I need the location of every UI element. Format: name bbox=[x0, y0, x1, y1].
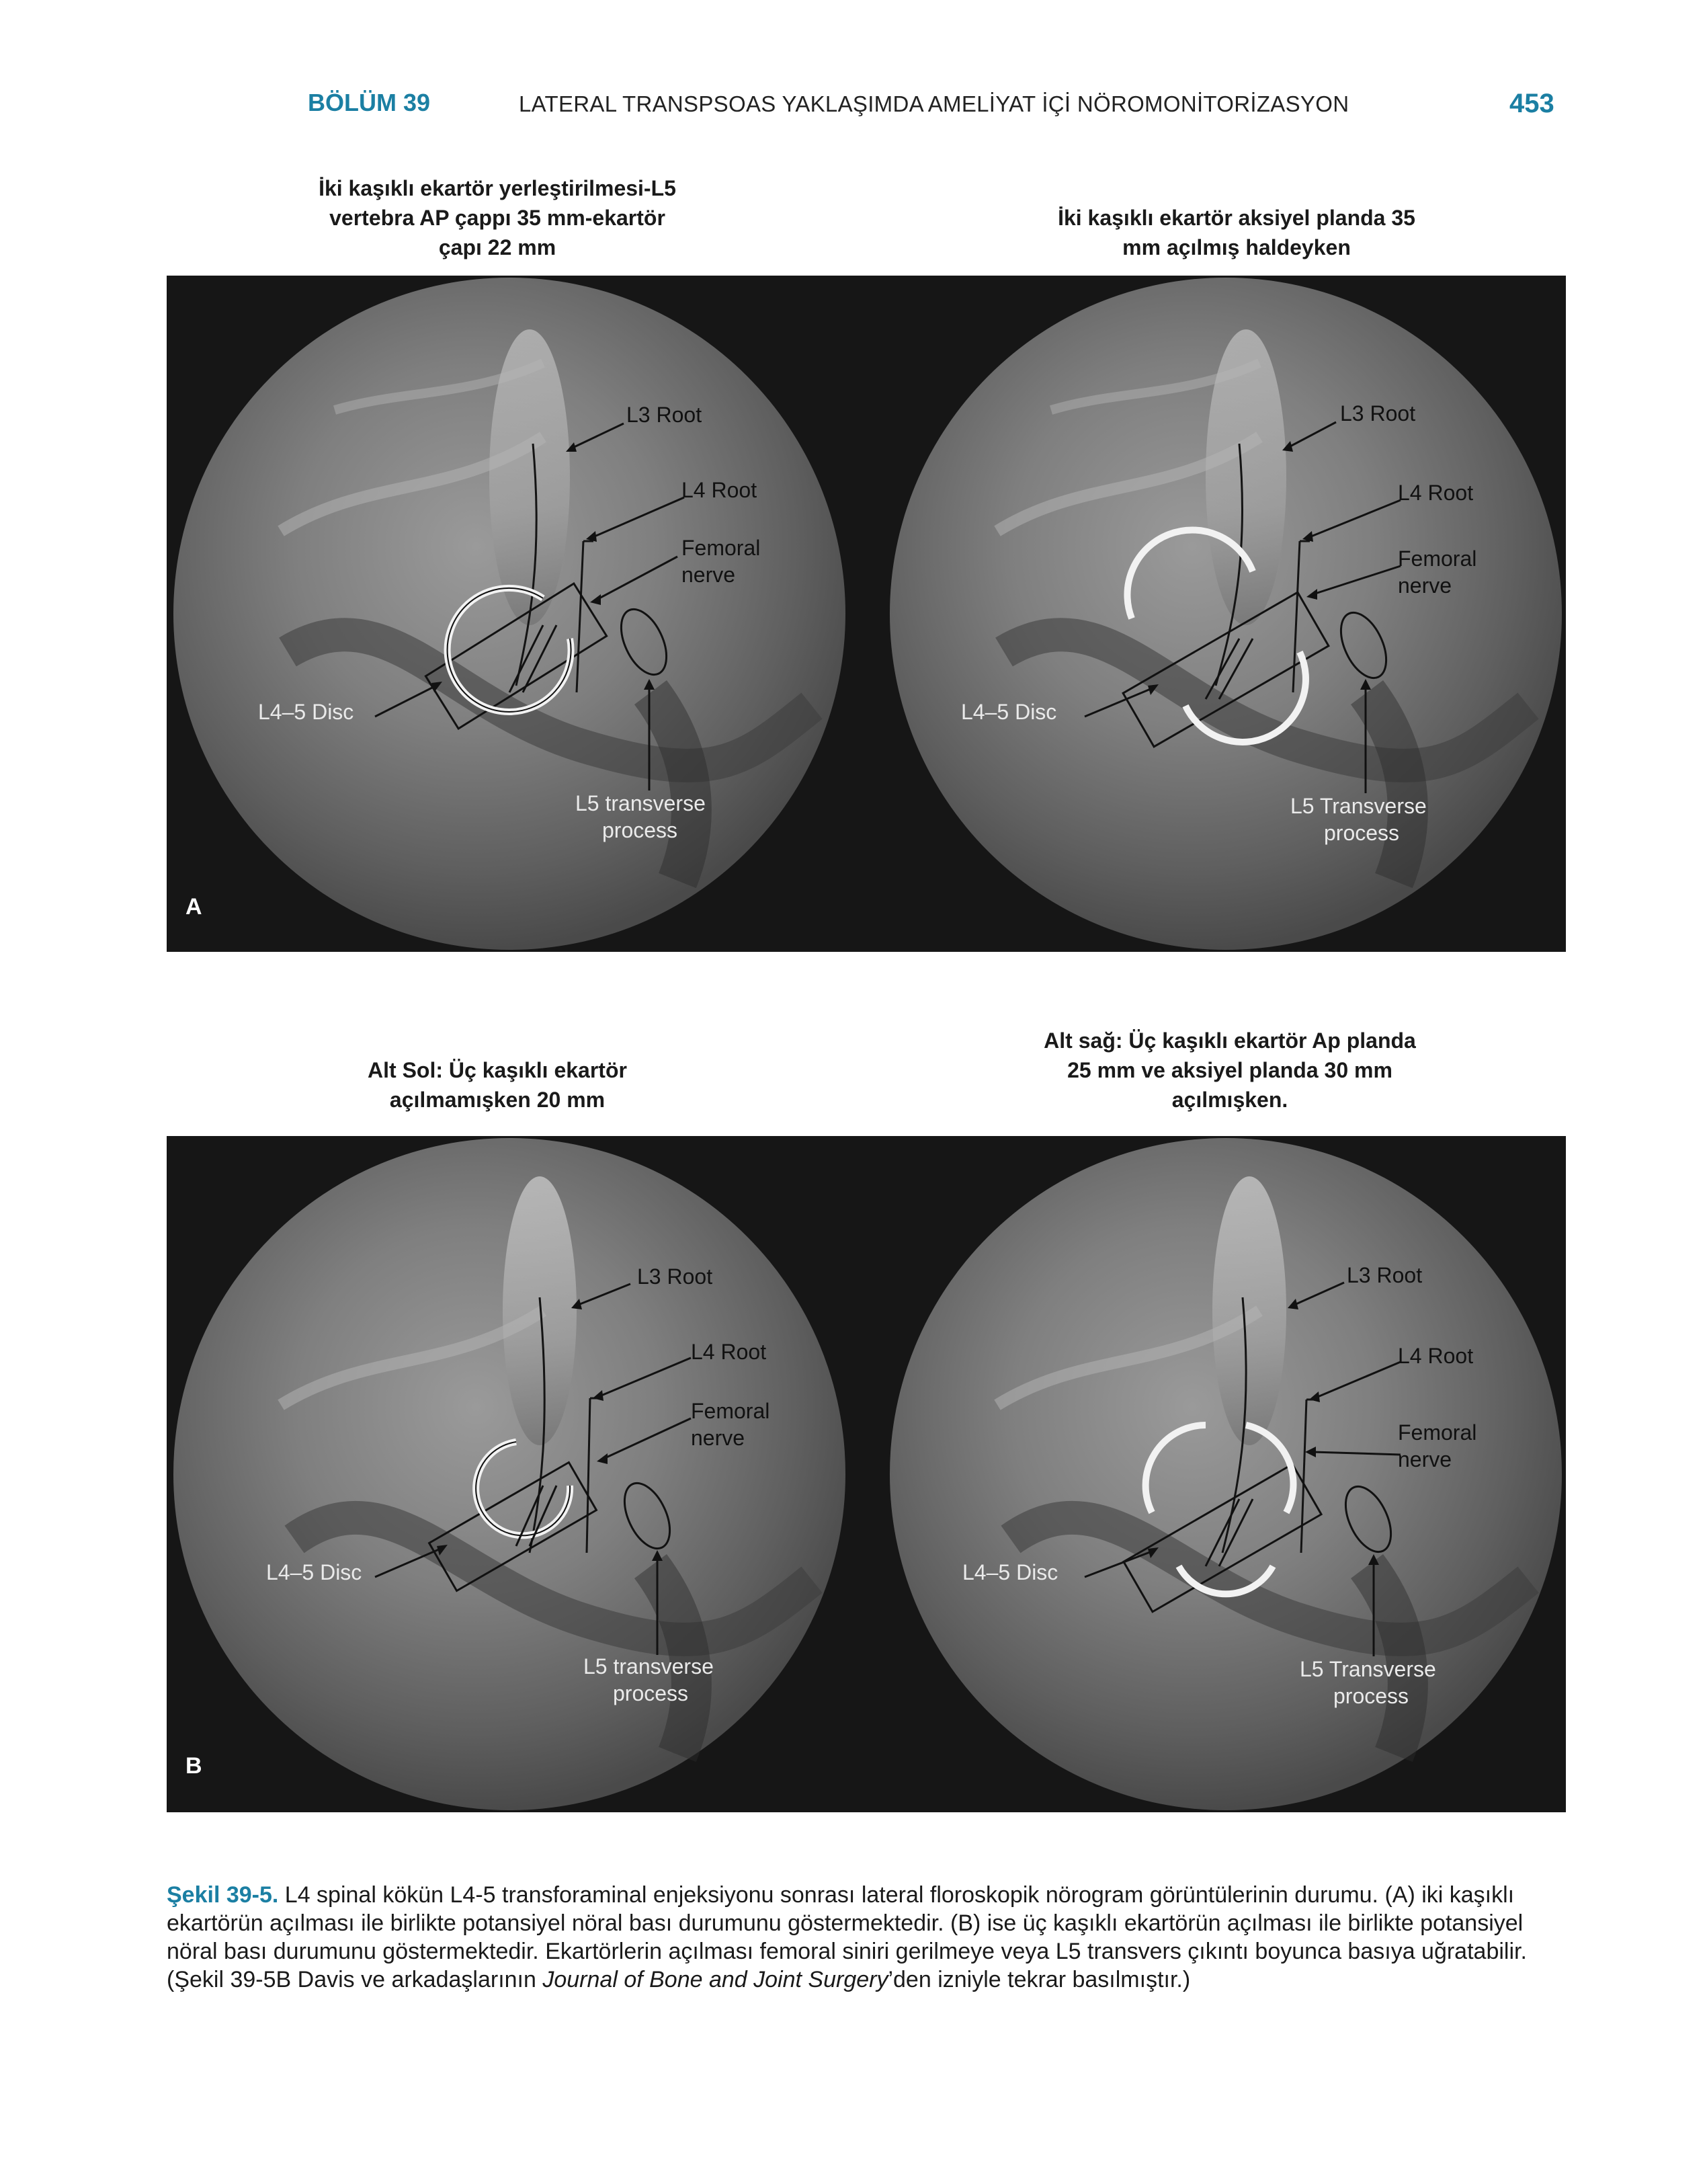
label-l3-root: L3 Root bbox=[1340, 401, 1416, 426]
label-l5-transverse-1: L5 transverse bbox=[583, 1654, 714, 1679]
label-l4-5-disc: L4–5 Disc bbox=[266, 1560, 362, 1584]
label-l3-root: L3 Root bbox=[626, 403, 702, 427]
label-femoral-nerve-2: nerve bbox=[681, 563, 736, 587]
label-l4-5-disc: L4–5 Disc bbox=[962, 1560, 1058, 1584]
caption-text-1: L4 spinal kökün L4-5 transforaminal enjeksiyonu sonrası lateral floroskopik nörogram görüntülerinin durumu. (A) iki kaşıklı ekartörün açılması ile birlikte potansiyel nöral bası durumunu göstermektedir. (B) ise üç kaşıklı ekartörün açılması ile birlikte potansiyel nöral bası durumunu göstermektedir. Ekartörlerin açılması femoral siniri gerilmeye veya L5 transvers çıkıntı boyunca basıya uğratabilir. (Şekil 39-5B Davis ve arkadaşlarının bbox=[167, 1882, 1527, 1992]
label-femoral-nerve-2: nerve bbox=[1398, 1447, 1452, 1471]
panel-b-right-title: Alt sağ: Üç kaşıklı ekartör Ap planda 25 mm ve aksiyel planda 30 mm açılmışken. bbox=[1044, 1028, 1416, 1112]
caption-figure-id: Şekil 39-5. bbox=[167, 1882, 279, 1908]
label-femoral-nerve-1: Femoral bbox=[1398, 547, 1477, 571]
label-l3-root: L3 Root bbox=[637, 1264, 713, 1289]
label-l4-root: L4 Root bbox=[1398, 481, 1474, 505]
label-l5-transverse-2: process bbox=[613, 1681, 689, 1705]
label-l5-transverse-1: L5 Transverse bbox=[1300, 1657, 1436, 1681]
panel-a-fluoroscopy bbox=[167, 276, 1566, 952]
panel-a-left-title: İki kaşıklı ekartör yerleştirilmesi-L5 vertebra AP çappı 35 mm-ekartör çapı 22 mm bbox=[319, 176, 676, 259]
panel-b-fluoroscopy bbox=[167, 1136, 1566, 1812]
label-l5-transverse-1: L5 transverse bbox=[575, 791, 706, 815]
label-l5-transverse-1: L5 Transverse bbox=[1290, 794, 1427, 818]
label-femoral-nerve-1: Femoral bbox=[1398, 1420, 1477, 1445]
label-l4-root: L4 Root bbox=[691, 1340, 767, 1364]
figure-caption bbox=[167, 1881, 1566, 1994]
chapter-label: BÖLÜM 39 bbox=[308, 89, 431, 116]
label-l3-root: L3 Root bbox=[1347, 1263, 1423, 1287]
panel-b-left-title: Alt Sol: Üç kaşıklı ekartör açılmamışken 20 mm bbox=[368, 1058, 627, 1112]
figure-panel-b bbox=[167, 1136, 1566, 1812]
panel-a-left-image bbox=[173, 278, 845, 950]
label-l4-5-disc: L4–5 Disc bbox=[961, 700, 1057, 724]
label-l4-5-disc: L4–5 Disc bbox=[258, 700, 354, 724]
panel-b-right-image bbox=[890, 1138, 1562, 1810]
label-l5-transverse-2: process bbox=[1324, 821, 1400, 845]
panel-letter-a: A bbox=[185, 894, 202, 920]
panel-letter-b: B bbox=[185, 1753, 202, 1779]
figure-panel-a bbox=[167, 276, 1566, 952]
label-l4-root: L4 Root bbox=[1398, 1344, 1474, 1368]
caption-text-2: ’den izniyle tekrar basılmıştır.) bbox=[888, 1967, 1191, 1992]
label-l5-transverse-2: process bbox=[602, 818, 678, 842]
panel-a-right-image bbox=[890, 278, 1562, 950]
panel-b-left-image bbox=[173, 1138, 845, 1810]
label-femoral-nerve-1: Femoral bbox=[681, 536, 761, 560]
running-title: LATERAL TRANSPSOAS YAKLAŞIMDA AMELİYAT İÇİ NÖROMONİTORİZASYON bbox=[519, 91, 1349, 116]
page-header bbox=[0, 89, 1707, 129]
label-femoral-nerve-2: nerve bbox=[1398, 573, 1452, 598]
label-l5-transverse-2: process bbox=[1333, 1684, 1409, 1708]
label-femoral-nerve-1: Femoral bbox=[691, 1399, 770, 1423]
panel-a-right-title: İki kaşıklı ekartör aksiyel planda 35 mm açılmış haldeyken bbox=[1058, 206, 1415, 259]
page-number: 453 bbox=[1509, 89, 1554, 118]
caption-journal: Journal of Bone and Joint Surgery bbox=[542, 1967, 888, 1992]
label-l4-root: L4 Root bbox=[681, 478, 757, 502]
label-femoral-nerve-2: nerve bbox=[691, 1426, 745, 1450]
